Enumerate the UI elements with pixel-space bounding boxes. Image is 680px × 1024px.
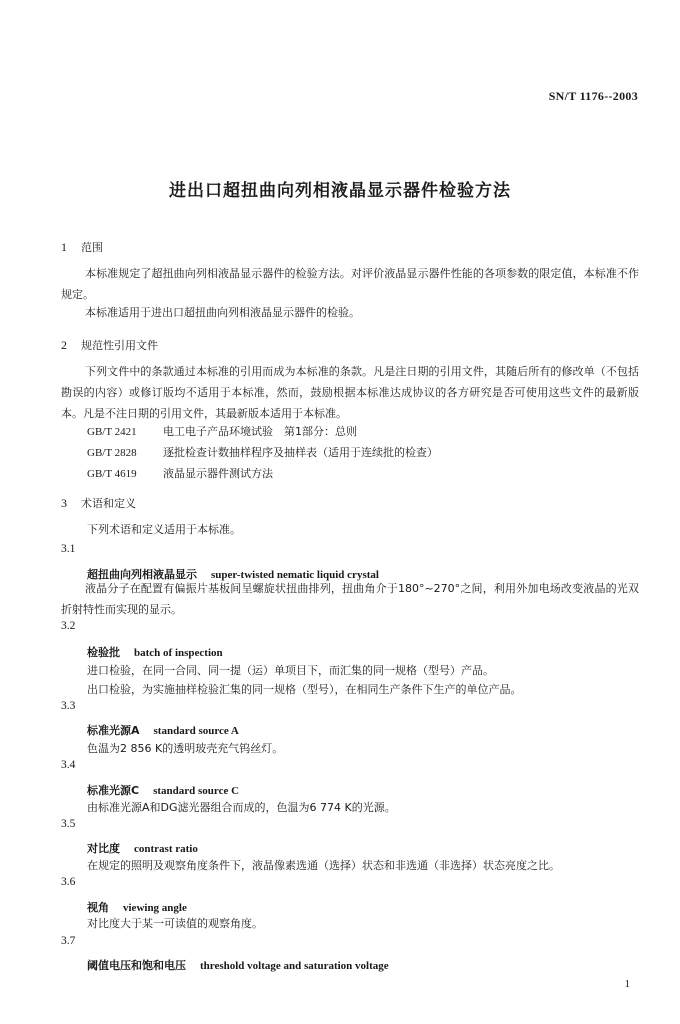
term-number: 3.4 [61, 759, 76, 771]
reference-code: GB/T 2828 [87, 447, 137, 459]
section-title: 范围 [81, 241, 103, 254]
term-english: batch of inspection [134, 647, 223, 659]
term-definition: 色温为2 856 K的透明玻壳充气钨丝灯。 [87, 742, 284, 755]
term-number: 3.5 [61, 818, 76, 830]
term-english: contrast ratio [134, 843, 198, 855]
reference-code: GB/T 2421 [87, 426, 137, 438]
term-definition: 由标准光源A和DG滤光器组合而成的，色温为6 774 K的光源。 [87, 801, 396, 814]
term-number: 3.6 [61, 876, 76, 888]
term-heading [87, 896, 187, 915]
term-chinese: 检验批 [87, 646, 120, 659]
section-number: 1 [61, 240, 67, 254]
term-english: threshold voltage and saturation voltage [200, 960, 389, 972]
term-definition: 进口检验，在同一合同、同一提（运）单项目下，而汇集的同一规格（型号）产品。 [87, 664, 494, 677]
term-english: super-twisted nematic liquid crystal [211, 569, 379, 581]
term-definition: 出口检验，为实施抽样检验汇集的同一规格（型号），在相同生产条件下生产的单位产品。 [87, 683, 522, 696]
standard-code: SN/T 1176--2003 [548, 89, 638, 103]
term-number: 3.1 [61, 543, 76, 555]
term-definition: 液晶分子在配置有偏振片基板间呈螺旋状扭曲排列，扭曲角介于180°~270°之间，利用外加电场改变液晶的光双折射特性而实现的显示。 [61, 582, 639, 616]
term-chinese: 视角 [87, 901, 109, 914]
term-heading [87, 641, 223, 660]
term-heading [87, 954, 389, 973]
reference-item [87, 423, 357, 439]
reference-title: 逐批检查计数抽样程序及抽样表（适用于连续批的检查） [163, 446, 438, 459]
term-english: standard source C [153, 785, 240, 797]
section-2-heading [61, 334, 158, 353]
term-english: standard source A [153, 725, 239, 737]
term-definition: 对比度大于某一可读值的观察角度。 [87, 917, 263, 930]
section-number: 2 [61, 338, 67, 352]
section-1-paragraph-1: 本标准规定了超扭曲向列相液晶显示器件的检验方法。对评价液晶显示器件性能的各项参数的限定值，本标准不作规定。 [61, 267, 639, 301]
term-chinese: 标准光源A [87, 724, 140, 737]
section-title: 术语和定义 [81, 497, 136, 510]
reference-item [87, 444, 438, 460]
reference-code: GB/T 4619 [87, 468, 137, 480]
term-chinese: 标准光源C [87, 784, 140, 797]
term-chinese: 超扭曲向列相液晶显示 [87, 568, 197, 581]
reference-title: 电工电子产品环境试验 第1部分：总则 [163, 425, 357, 438]
term-english: viewing angle [123, 902, 187, 914]
document-title: 进出口超扭曲向列相液晶显示器件检验方法 [169, 181, 511, 201]
section-1-paragraph-2: 本标准适用于进出口超扭曲向列相液晶显示器件的检验。 [85, 306, 360, 319]
term-heading [87, 779, 239, 798]
term-chinese: 对比度 [87, 842, 120, 855]
section-3-intro: 下列术语和定义适用于本标准。 [87, 523, 241, 536]
section-title: 规范性引用文件 [81, 339, 158, 352]
term-definition: 在规定的照明及观察角度条件下，液晶像素选通（选择）状态和非选通（非选择）状态亮度之比。 [87, 859, 560, 872]
term-chinese: 阈值电压和饱和电压 [87, 959, 186, 972]
reference-item [87, 465, 273, 481]
term-heading [87, 719, 239, 738]
term-number: 3.7 [61, 935, 76, 947]
reference-title: 液晶显示器件测试方法 [163, 467, 273, 480]
section-3-heading [61, 492, 136, 511]
term-heading [87, 837, 198, 856]
page-number: 1 [624, 978, 630, 990]
section-number: 3 [61, 496, 67, 510]
section-2-paragraph: 下列文件中的条款通过本标准的引用而成为本标准的条款。凡是注日期的引用文件，其随后所有的修改单（不包括勘误的内容）或修订版均不适用于本标准，然而，鼓励根据本标准达成协议的各方研究是否可使用这些文件的最新版本。凡是不注日期的引用文件，其最新版本适用于本标准。 [61, 365, 639, 420]
term-number: 3.2 [61, 620, 76, 632]
section-1-heading [61, 236, 103, 255]
term-number: 3.3 [61, 700, 76, 712]
